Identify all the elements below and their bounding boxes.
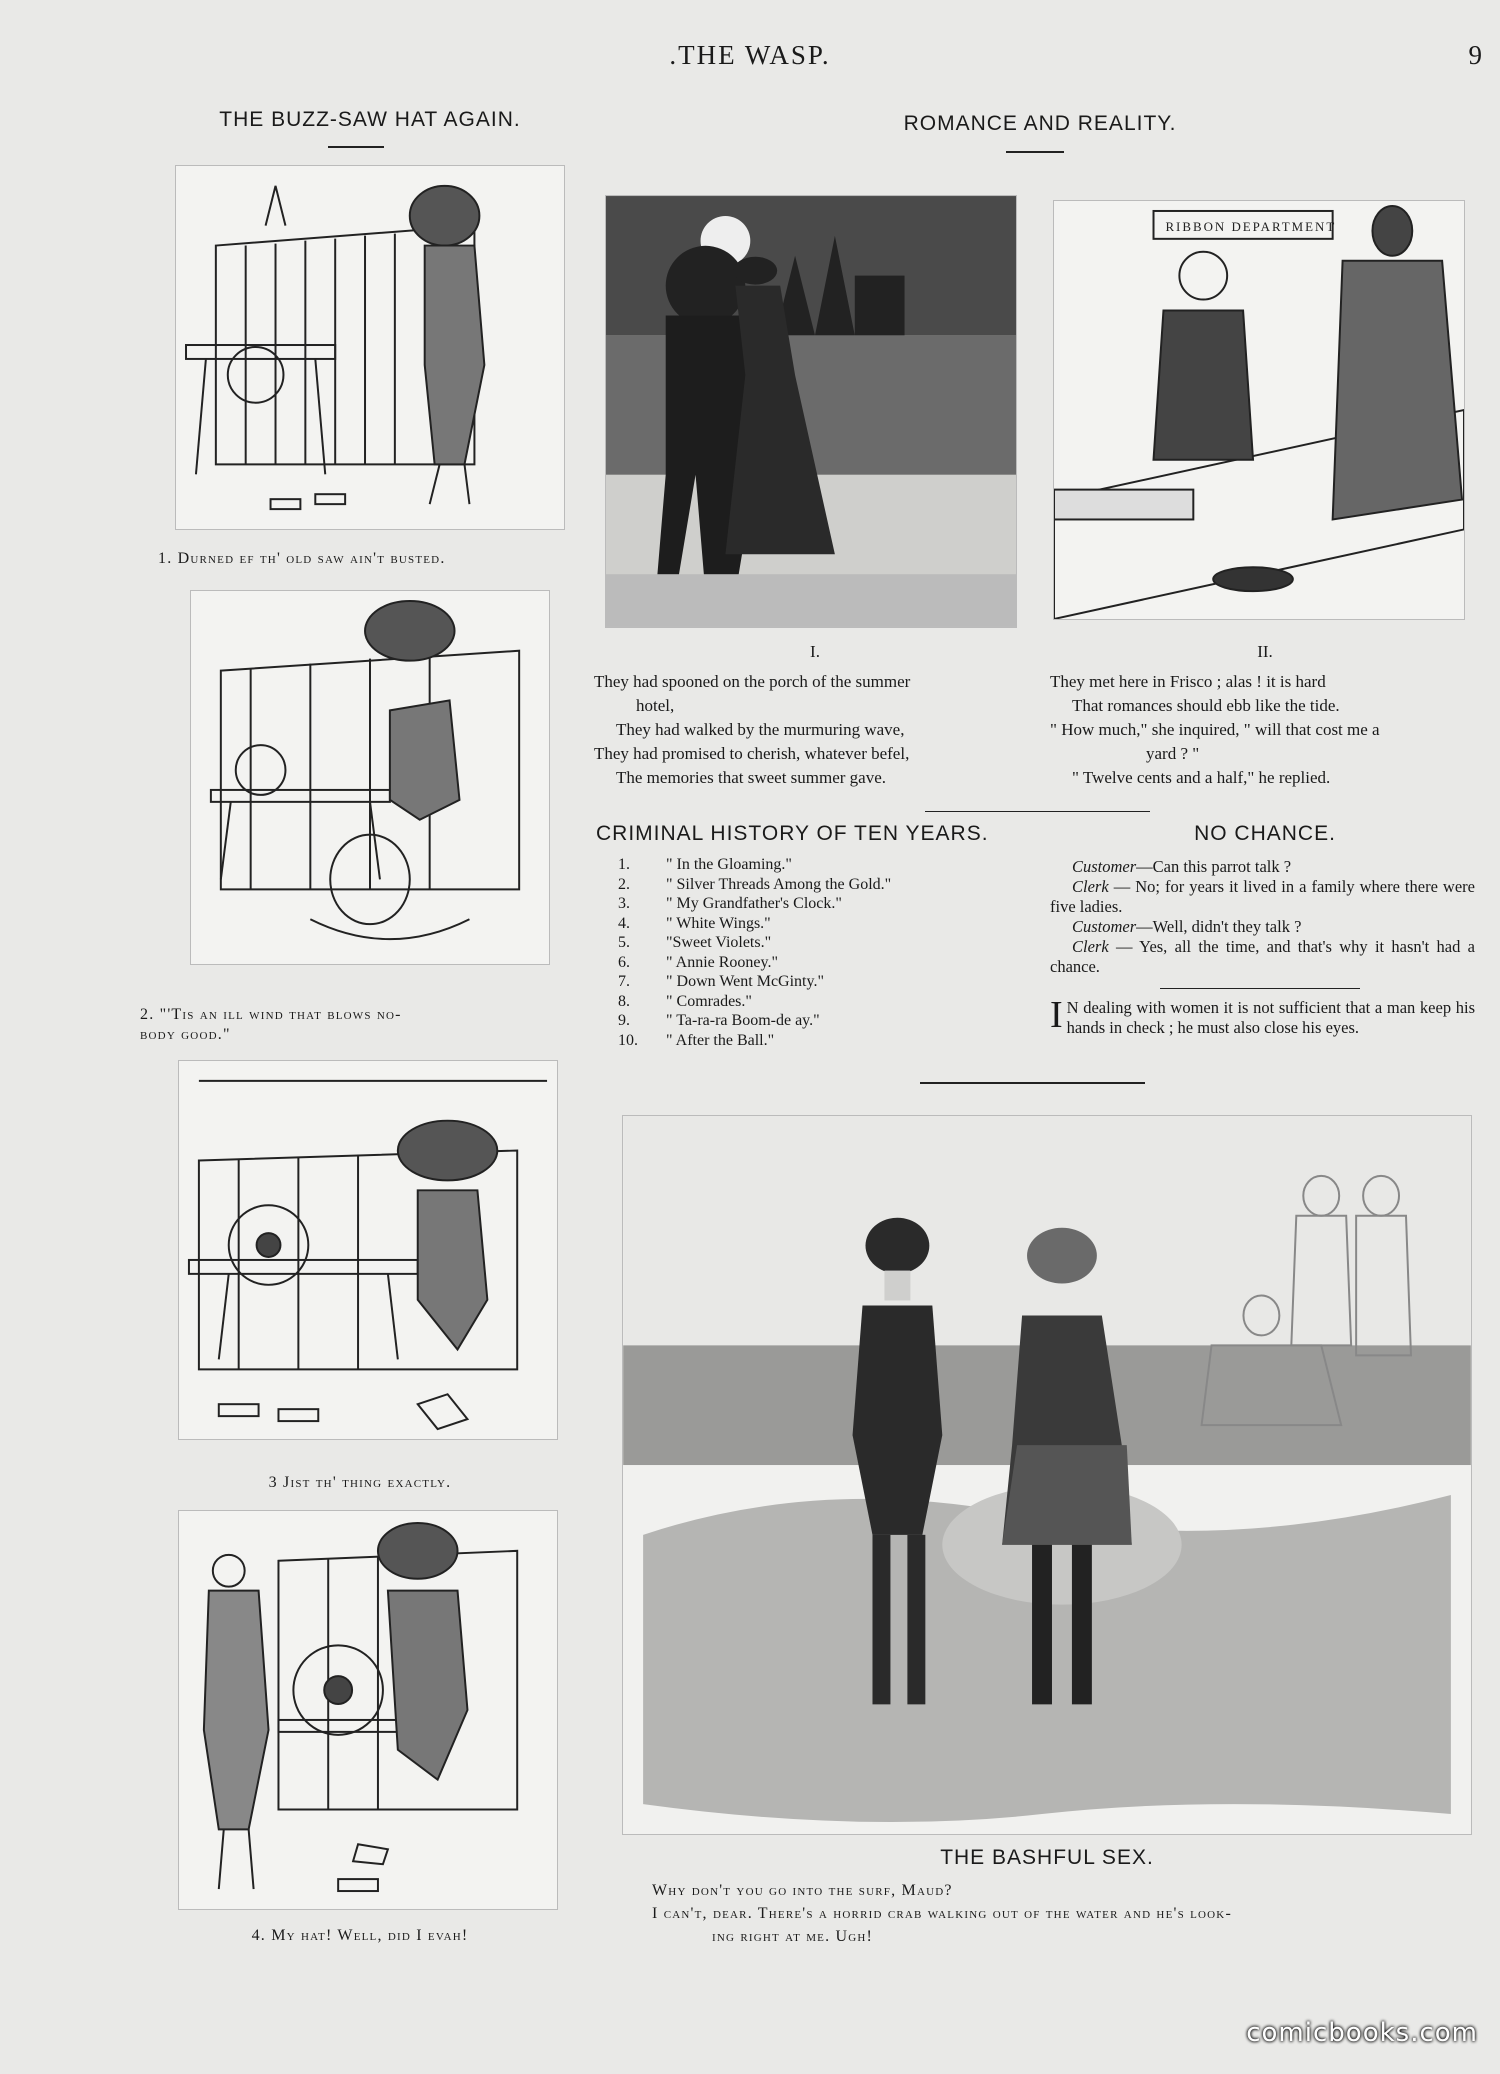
verse-one [594,670,1034,790]
criminal-history-title: CRIMINAL HISTORY OF TEN YEARS. [596,822,989,845]
no-chance-title: NO CHANCE. [1194,822,1336,845]
list-item: 4. " White Wings." [618,914,771,932]
speaker-label: Customer [1072,917,1137,936]
dialogue-line: — Yes, all the time, and that's why it hasn't had a chance. [1050,937,1475,976]
dialogue-line: —Can this parrot talk ? [1136,857,1292,876]
verse-two [1050,670,1480,790]
list-item: 10. " After the Ball." [618,1031,775,1049]
aphorism-text: N dealing with women it is not sufficient that a man keep his hands in check ; he must also close his eyes. [1066,998,1475,1037]
title-rule [1006,151,1064,153]
verse-one-line: The memories that sweet summer gave. [616,768,887,787]
verse-two-line: " How much," she inquired, " will that cost me a [1050,720,1380,739]
ribbon-sign-text: RIBBON DEPARTMENT [1165,218,1337,234]
buzz-saw-caption-2b: body good." [140,1026,231,1043]
divider [1160,988,1360,989]
romance-panel-ribbon-department [1053,200,1465,620]
bashful-sex-illustration [622,1115,1472,1835]
verse-one-line: They had spooned on the porch of the summer [594,672,911,691]
song-list [618,855,1038,1050]
speaker-label: Clerk [1072,877,1109,896]
verse-one-line: They had walked by the murmuring wave, [616,720,905,739]
list-item: 3. " My Grandfather's Clock." [618,895,842,912]
verse-one-line: They had promised to cherish, whatever befel, [594,744,910,763]
magazine-title: .THE WASP. [669,40,831,70]
buzz-saw-caption-4: 4. My hat! Well, did I evah! [251,1927,469,1944]
romance-title: ROMANCE AND REALITY. [903,112,1177,135]
bashful-line-1: Why don't you go into the surf, Maud? [652,1882,953,1899]
buzz-saw-panel-4 [178,1510,558,1910]
panel-label-two: II. [1257,642,1273,661]
bashful-line-3: ing right at me. Ugh! [712,1928,874,1945]
panel-label-one: I. [810,642,820,661]
list-item: 7. " Down Went McGinty." [618,973,824,990]
dialogue-line: —Well, didn't they talk ? [1136,917,1302,936]
buzz-saw-panel-2 [190,590,550,965]
dialogue-line: — No; for years it lived in a family where there were five ladies. [1050,877,1475,916]
speaker-label: Customer [1072,857,1137,876]
list-item: 1. " In the Gloaming." [618,856,792,873]
verse-two-line: yard ? " [1146,744,1200,763]
drop-cap: I [1050,994,1063,1036]
list-item: 5. "Sweet Violets." [618,934,772,951]
buzz-saw-caption-2a: 2. "'Tis an ill wind that blows no- [140,1006,402,1023]
list-item: 2. " Silver Threads Among the Gold." [618,875,892,893]
buzz-saw-panel-3 [178,1060,558,1440]
title-rule [328,146,384,148]
buzz-saw-caption-3: 3 Jist th' thing exactly. [268,1474,452,1491]
no-chance-dialogue [1050,857,1475,977]
aphorism [1050,994,1475,1038]
list-item: 9. " Ta-ra-ra Boom-de ay." [618,1012,820,1029]
list-item: 8. " Comrades." [618,992,752,1010]
buzz-saw-panel-1 [175,165,565,530]
page-number: 9 [1468,40,1482,70]
buzz-saw-title: THE BUZZ-SAW HAT AGAIN. [219,108,521,131]
section-divider [925,811,1150,812]
bashful-line-2: I can't, dear. There's a horrid crab walking out of the water and he's look- [652,1905,1232,1922]
speaker-label: Clerk [1072,937,1109,956]
list-item: 6. " Annie Rooney." [618,953,779,971]
section-divider [920,1082,1145,1084]
watermark: comicbooks.com [1246,2018,1478,2048]
verse-two-line: That romances should ebb like the tide. [1072,696,1340,715]
buzz-saw-caption-1: 1. Durned ef th' old saw ain't busted. [158,550,446,567]
verse-two-line: " Twelve cents and a half," he replied. [1072,768,1331,787]
verse-two-line: They met here in Frisco ; alas ! it is hard [1050,672,1326,691]
bashful-sex-title: THE BASHFUL SEX. [940,1846,1154,1869]
romance-panel-moonlight [605,195,1017,628]
verse-one-line: hotel, [636,696,675,715]
